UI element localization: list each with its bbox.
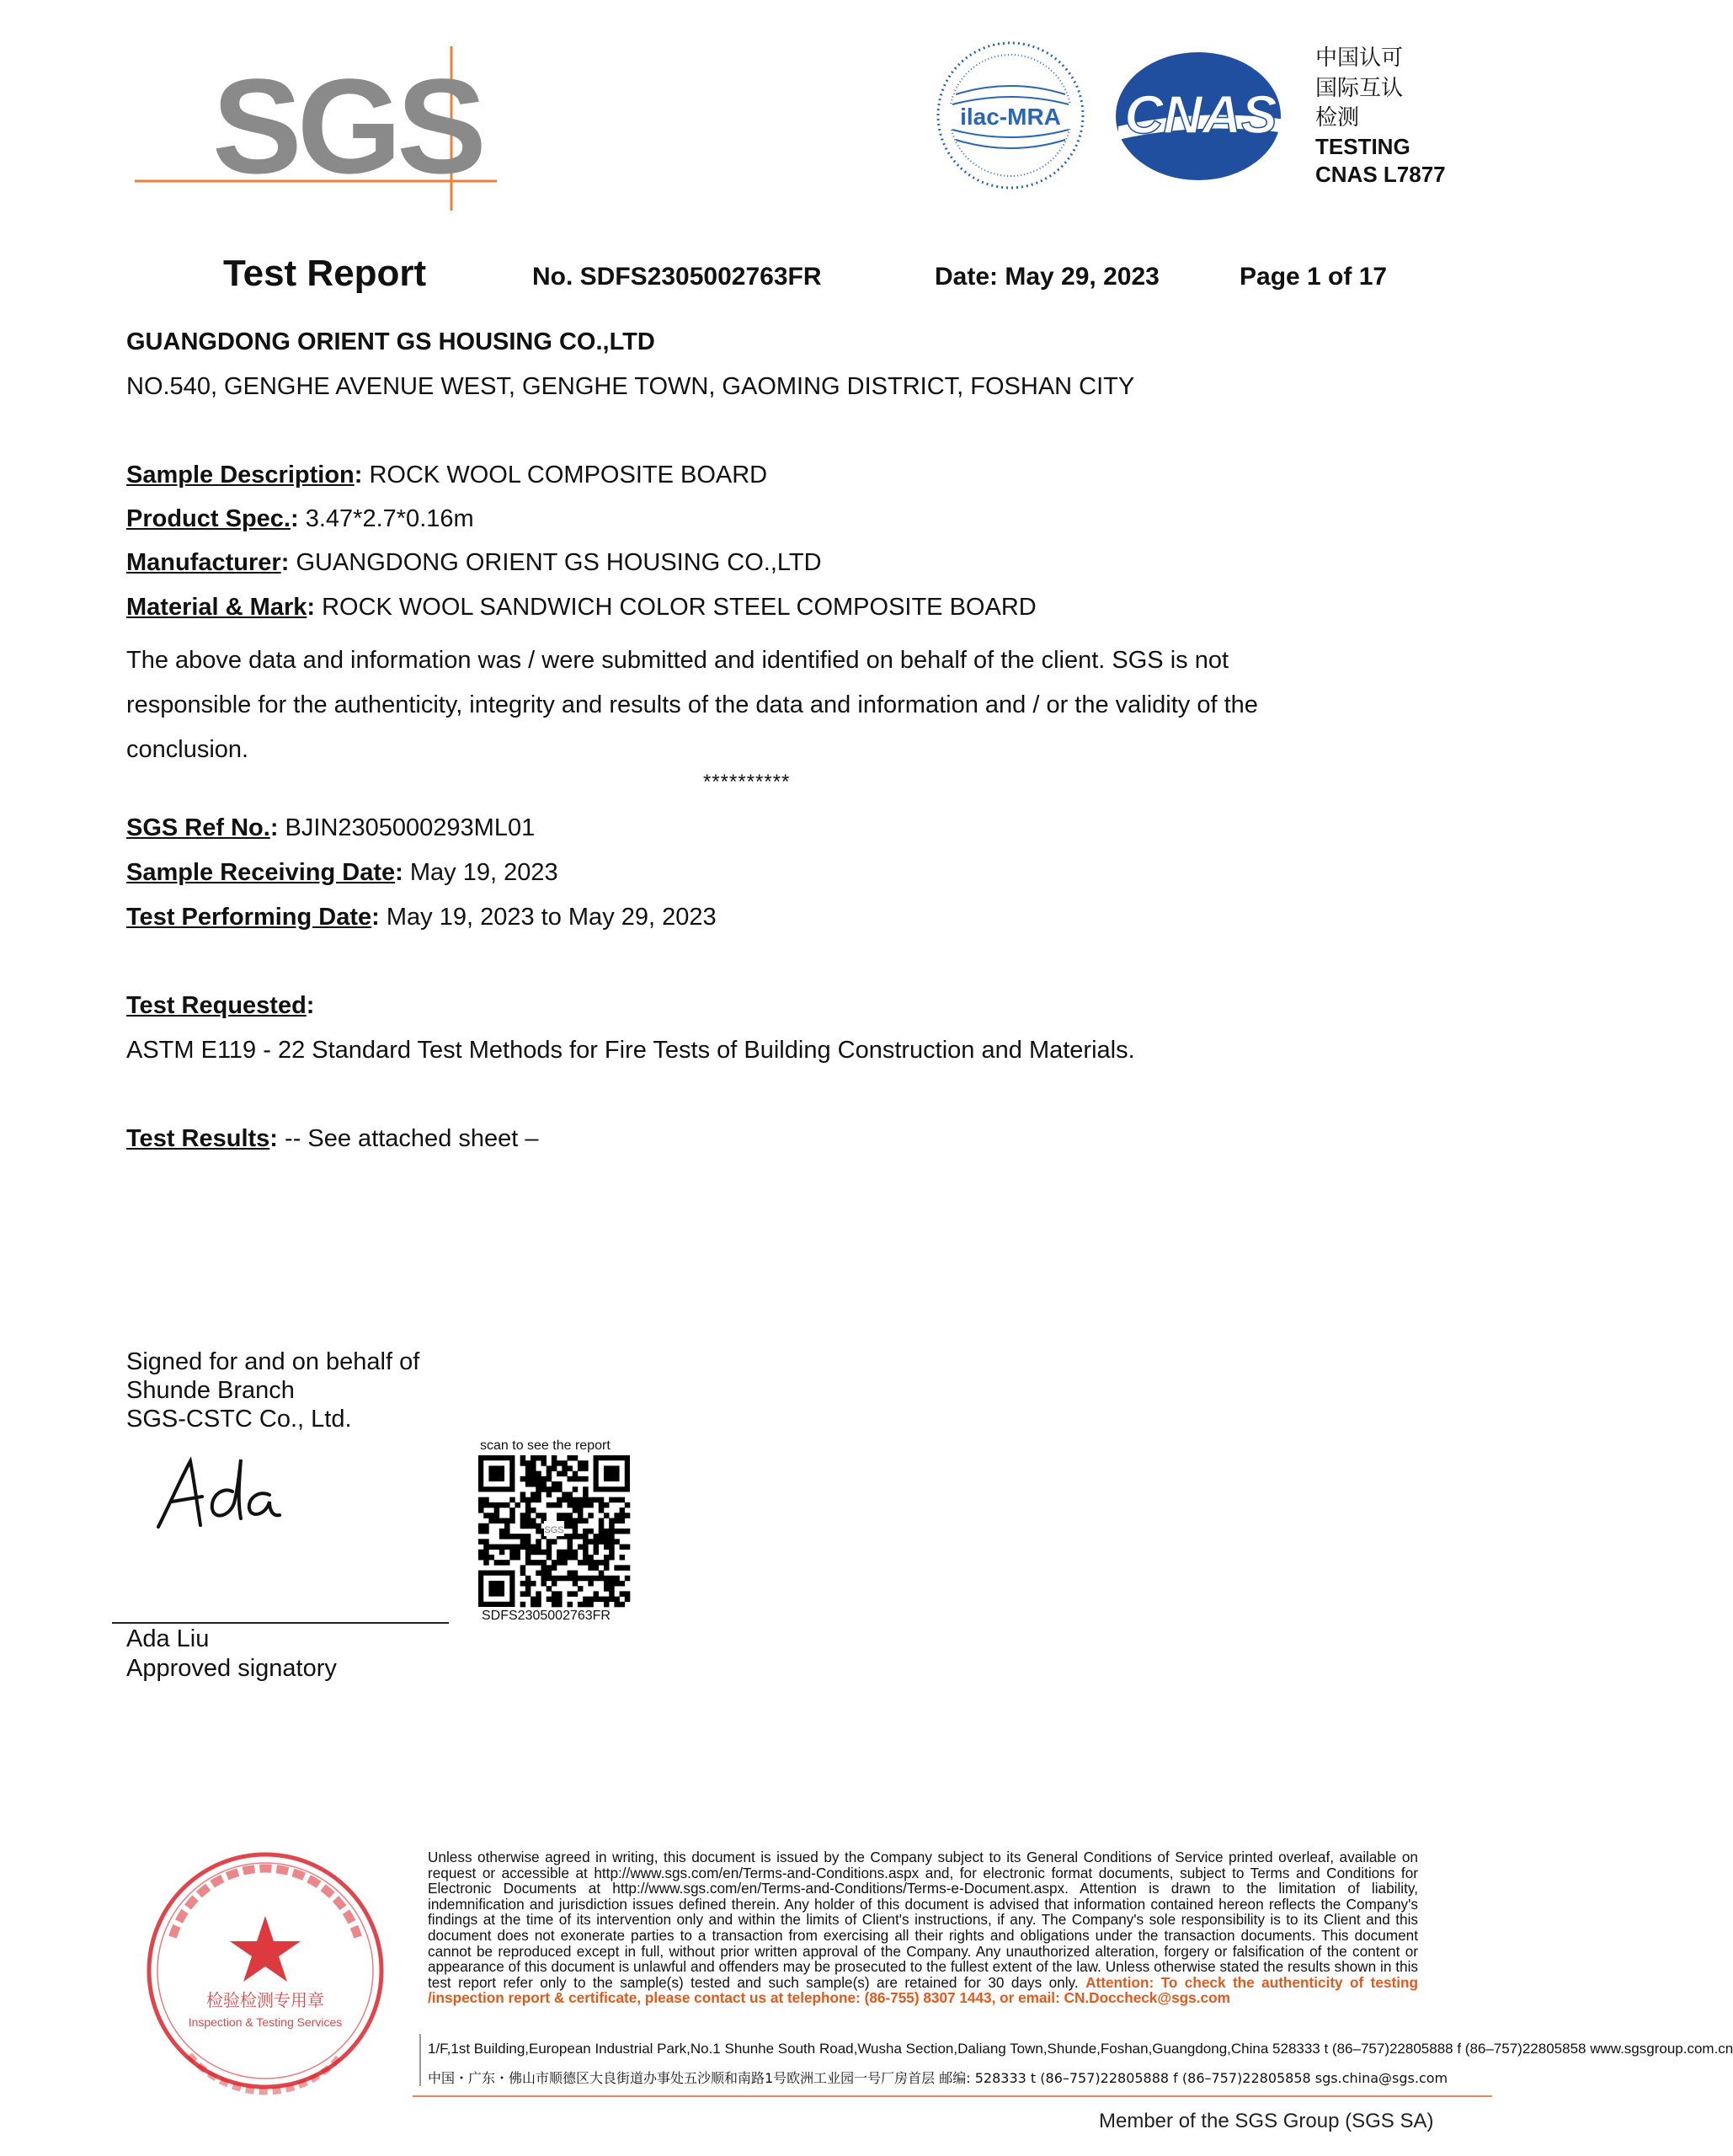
test-results-label: Test Results bbox=[126, 1125, 270, 1152]
svg-text:CNAS: CNAS bbox=[1124, 84, 1277, 145]
signed-block bbox=[126, 1348, 419, 1433]
svg-text:SGS: SGS bbox=[212, 51, 482, 201]
receiving-date-value: May 19, 2023 bbox=[409, 859, 558, 886]
manufacturer-label: Manufacturer bbox=[126, 549, 281, 576]
test-requested-label: Test Requested bbox=[126, 992, 307, 1019]
report-title: Test Report bbox=[223, 253, 427, 294]
qr-caption: scan to see the report bbox=[480, 1438, 611, 1453]
material-label: Material & Mark bbox=[126, 594, 307, 621]
product-spec-row: Product Spec.: 3.47*2.7*0.16m bbox=[126, 505, 474, 532]
cert-cn-line3: 检测 bbox=[1315, 105, 1360, 131]
handwritten-signature bbox=[152, 1453, 286, 1537]
manufacturer-value: GUANGDONG ORIENT GS HOUSING CO.,LTD bbox=[296, 549, 822, 576]
sample-description-value: ROCK WOOL COMPOSITE BOARD bbox=[369, 462, 768, 488]
address-separator bbox=[419, 2034, 421, 2086]
signed-line1: Signed for and on behalf of bbox=[126, 1348, 420, 1375]
sample-description-label: Sample Description bbox=[126, 462, 355, 488]
cert-testing: TESTING bbox=[1315, 134, 1410, 159]
report-page: Page 1 of 17 bbox=[1240, 263, 1388, 291]
footer-rule bbox=[413, 2095, 1492, 2097]
cert-cn-line1: 中国认可 bbox=[1315, 45, 1404, 71]
cert-cn-line2: 国际互认 bbox=[1315, 76, 1404, 101]
sample-description-row: Sample Description: ROCK WOOL COMPOSITE BOARD bbox=[126, 462, 768, 488]
qr-report-number: SDFS2305002763FR bbox=[482, 1609, 611, 1623]
receiving-date-label: Sample Receiving Date bbox=[126, 859, 396, 886]
address-chinese: 中国・广东・佛山市顺德区大良街道办事处五沙顺和南路1号欧洲工业园一号厂房首层 邮编: 528333 t (86–757)22805888 f (86–757)22805858 sgs.china@sgs.com bbox=[428, 2070, 1448, 2086]
sgs-logo bbox=[135, 46, 505, 215]
cert-number: CNAS L7877 bbox=[1315, 162, 1446, 187]
terms-conditions-text bbox=[428, 1849, 1418, 2006]
terms-body: Unless otherwise agreed in writing, this document is issued by the Company subject to its General Conditions of Service printed overleaf, available on request or accessible at http://www.sgs.com/en/Terms-and-Conditions.aspx and, for electronic format documents, subject to Terms and Conditions for Electronic Documents at http://www.sgs.com/en/Terms-and-Conditions/Terms-e-Document.aspx. Attention is drawn to the limitation of liability, indemnification and jurisdiction issues defined therein. Any holder of this document is advised that information contained hereon reflects the Company's findings at the time of its intervention only and within the limits of Client's instructions, if any. The Company's sole responsibility is to its Client and this document does not exonerate parties to a transaction from exercising all their rights and obligations under the transaction documents. This document cannot be reproduced except in full, without prior written approval of the Company. Any unauthorized alteration, forgery or falsification of the content or appearance of this document is unlawful and offenders may be prosecuted to the fullest extent of the law. Unless otherwise stated the results shown in this test report refer only to the sample(s) tested and such sample(s) are retained for 30 days only. bbox=[428, 1849, 1418, 1991]
cnas-logo bbox=[1110, 49, 1295, 184]
sgs-ref-value: BJIN2305000293ML01 bbox=[285, 814, 536, 841]
sgs-ref-row: SGS Ref No.: BJIN2305000293ML01 bbox=[126, 814, 536, 841]
signed-line3: SGS-CSTC Co., Ltd. bbox=[126, 1406, 352, 1433]
product-spec-value: 3.47*2.7*0.16m bbox=[305, 505, 474, 532]
qr-code[interactable] bbox=[478, 1455, 630, 1607]
signature-line bbox=[112, 1622, 449, 1624]
performing-date-row: Test Performing Date: May 19, 2023 to May 29, 2023 bbox=[126, 904, 717, 931]
client-name: GUANGDONG ORIENT GS HOUSING CO.,LTD bbox=[126, 328, 655, 355]
material-value: ROCK WOOL SANDWICH COLOR STEEL COMPOSITE BOARD bbox=[322, 594, 1037, 621]
test-results-row: Test Results: -- See attached sheet – bbox=[126, 1125, 539, 1152]
authenticity-attention: Attention: To check the authenticity of testing /inspection report & certificate, please contact us at telephone: (86-755) 8307 1443, or email: CN.Doccheck@sgs.com bbox=[428, 1973, 1419, 2007]
report-date: Date: May 29, 2023 bbox=[935, 263, 1160, 291]
report-number: No. SDFS2305002763FR bbox=[532, 263, 822, 291]
sgs-group-member: Member of the SGS Group (SGS SA) bbox=[1099, 2110, 1434, 2132]
svg-text:SGS: SGS bbox=[544, 1525, 564, 1535]
svg-text:ilac-MRA: ilac-MRA bbox=[960, 104, 1061, 130]
sgs-ref-label: SGS Ref No. bbox=[126, 814, 270, 841]
test-results-value: -- See attached sheet – bbox=[285, 1125, 539, 1152]
disclaimer-paragraph: The above data and information was / were submitted and identified on behalf of the client. SGS is not responsible for the authenticity, integrity and results of the data and information and / or the validity of the conclusion. bbox=[126, 647, 1258, 763]
signer-name: Ada Liu bbox=[126, 1625, 210, 1652]
material-row: Material & Mark: ROCK WOOL SANDWICH COLOR STEEL COMPOSITE BOARD bbox=[126, 594, 1037, 621]
receiving-date-row: Sample Receiving Date: May 19, 2023 bbox=[126, 859, 558, 886]
company-seal-stamp bbox=[139, 1844, 392, 2097]
svg-text:Inspection & Testing Services: Inspection & Testing Services bbox=[188, 2015, 343, 2029]
svg-text:检验检测专用章: 检验检测专用章 bbox=[206, 1990, 324, 2010]
test-requested-value: ASTM E119 - 22 Standard Test Methods for Fire Tests of Building Construction and Materials. bbox=[126, 1037, 1135, 1064]
address-english: 1/F,1st Building,European Industrial Park,No.1 Shunhe South Road,Wusha Section,Daliang Town,Shunde,Foshan,Guangdong,China 528333 t (86–757)22805888 f (86–757)22805858 www.sgsgroup.com.cn bbox=[428, 2041, 1733, 2057]
performing-date-value: May 19, 2023 to May 29, 2023 bbox=[386, 904, 717, 931]
separator-stars: ********** bbox=[703, 771, 791, 793]
signed-line2: Shunde Branch bbox=[126, 1377, 295, 1404]
client-address: NO.540, GENGHE AVENUE WEST, GENGHE TOWN, GAOMING DISTRICT, FOSHAN CITY bbox=[126, 373, 1135, 400]
signer-title: Approved signatory bbox=[126, 1655, 337, 1682]
product-spec-label: Product Spec. bbox=[126, 505, 291, 532]
performing-date-label: Test Performing Date bbox=[126, 904, 372, 931]
manufacturer-row: Manufacturer: GUANGDONG ORIENT GS HOUSING CO.,LTD bbox=[126, 549, 822, 576]
test-requested-row: Test Requested: bbox=[126, 992, 315, 1019]
ilac-mra-logo bbox=[930, 35, 1090, 195]
